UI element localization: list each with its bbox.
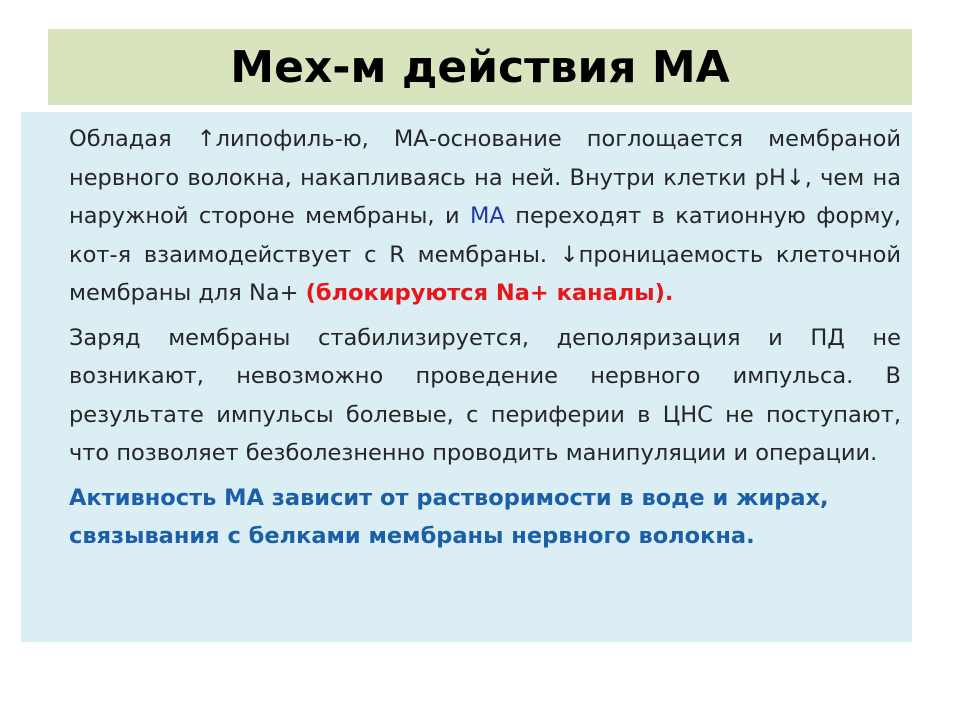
title-banner <box>48 29 912 105</box>
body-text <box>69 120 901 556</box>
paragraph-activity: Активность МА зависит от растворимости в воде и жирах, связывания с белками мембраны нервного волокна. <box>69 484 829 549</box>
paragraph-mechanism <box>69 120 901 313</box>
na-channels-highlight: (блокируются Na+ каналы). <box>305 280 674 306</box>
content-panel <box>21 112 912 642</box>
paragraph-effect: Заряд мембраны стабилизируется, деполяризация и ПД не возникают, невозможно проведение нервного импульса. В результате импульсы болевые, с периферии в ЦНС не поступают, что позволяет безболезненно проводить манипуляции и операции. <box>69 324 901 466</box>
paragraph-mechanism-part2: переходят в катионную форму, кот-я взаимодействует с R мембраны. ↓проницаемость клеточной мембраны для Na+ <box>69 203 902 306</box>
slide-title: Мех-м действия МА <box>230 41 730 93</box>
ma-highlight: МА <box>470 203 505 229</box>
paragraph-mechanism-part1: Обладая ↑липофиль-ю, МА-основание поглощается мембраной нервного волокна, накапливаясь на ней. Внутри клетки pH↓, чем на наружной стороне мембраны, и <box>69 126 901 229</box>
